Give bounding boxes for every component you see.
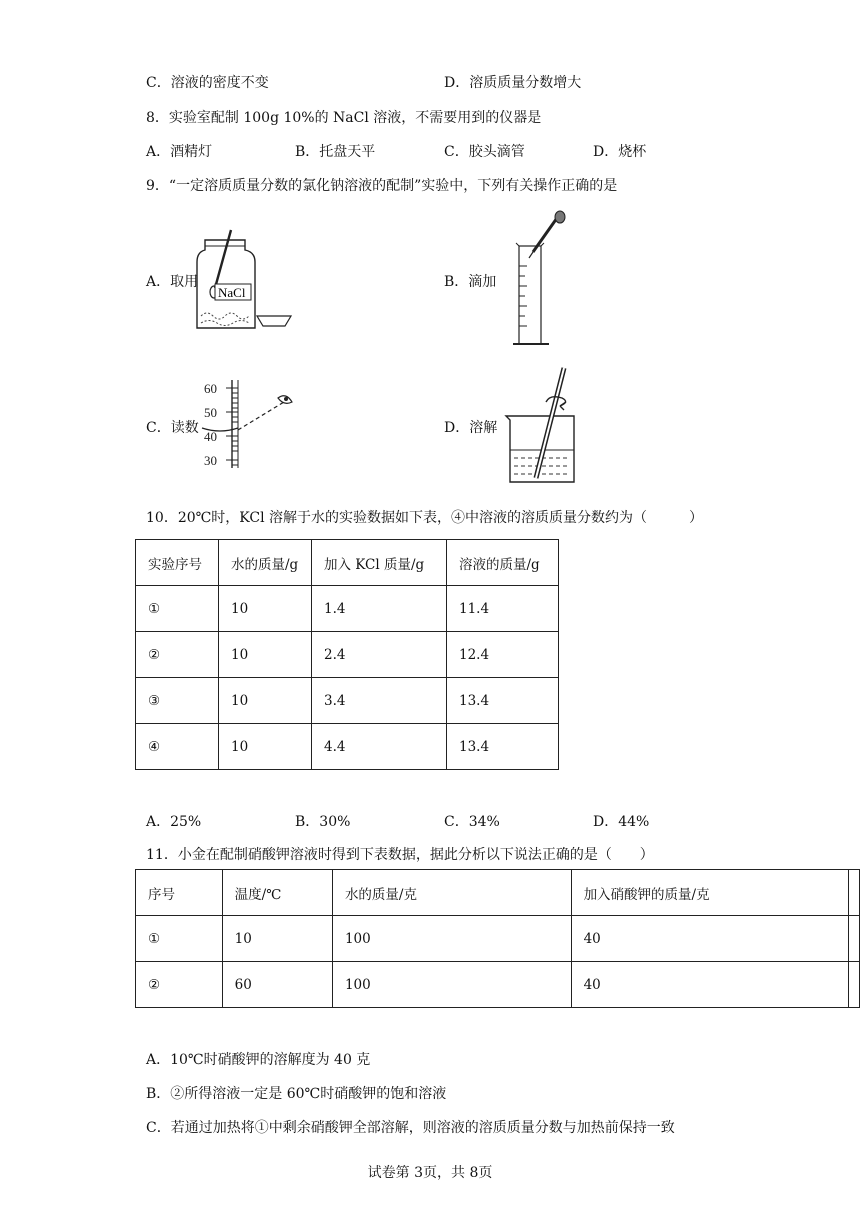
table-cell: 13.4 xyxy=(447,724,559,770)
table-header-row xyxy=(136,870,860,916)
dropper-cylinder-figure xyxy=(505,210,575,350)
q9-option-b-label: B．滴加 xyxy=(444,274,497,290)
q11-table xyxy=(135,869,860,1008)
table-cell: 40 xyxy=(571,962,849,1008)
table-cell: 10 xyxy=(219,724,312,770)
q11-option-c: C．若通过加热将①中剩余硝酸钾全部溶解，则溶液的溶质质量分数与加热前保持一致 xyxy=(146,1120,675,1136)
table-cell: 12.4 xyxy=(447,632,559,678)
table-cell: 100 xyxy=(332,962,571,1008)
q10-option-d: D．44% xyxy=(593,814,650,830)
table-cell: 100 xyxy=(332,916,571,962)
q10-table xyxy=(135,539,559,770)
table-cell-partial xyxy=(849,916,860,962)
table-cell: ① xyxy=(136,586,219,632)
scale-tick-30: 30 xyxy=(204,453,217,468)
table-header-row xyxy=(136,540,559,586)
table-header-cell: 水的质量/克 xyxy=(332,870,571,916)
table-header-cell: 序号 xyxy=(136,870,223,916)
scale-tick-40: 40 xyxy=(204,429,217,444)
table-cell: 40 xyxy=(571,916,849,962)
table-header-cell: 水的质量/g xyxy=(219,540,312,586)
table-header-cell-partial xyxy=(849,870,860,916)
reading-scale-figure xyxy=(198,378,298,472)
table-cell: ② xyxy=(136,632,219,678)
table-header-cell: 加入硝酸钾的质量/克 xyxy=(571,870,849,916)
table-header-cell: 温度/℃ xyxy=(222,870,332,916)
table-row xyxy=(136,678,559,724)
table-cell: 10 xyxy=(219,632,312,678)
q11-option-a: A．10℃时硝酸钾的溶解度为 40 克 xyxy=(146,1052,371,1068)
table-row xyxy=(136,724,559,770)
table-row xyxy=(136,586,559,632)
table-cell: ② xyxy=(136,962,223,1008)
table-cell: 11.4 xyxy=(447,586,559,632)
table-row xyxy=(136,916,860,962)
q9-option-a-label: A．取用 xyxy=(146,274,199,290)
q9-stem: 9．“一定溶质质量分数的氯化钠溶液的配制”实验中，下列有关操作正确的是 xyxy=(146,178,618,194)
q11-stem: 11．小金在配制硝酸钾溶液时得到下表数据，据此分析以下说法正确的是（ ） xyxy=(146,847,654,863)
q7-option-c: C．溶液的密度不变 xyxy=(146,75,269,91)
table-cell: 60 xyxy=(222,962,332,1008)
table-cell: 4.4 xyxy=(312,724,447,770)
table-cell: 10 xyxy=(222,916,332,962)
table-cell: 1.4 xyxy=(312,586,447,632)
page-footer: 试卷第 3页，共 8页 xyxy=(367,1165,493,1181)
table-header-cell: 加入 KCl 质量/g xyxy=(312,540,447,586)
q9-option-d-label: D．溶解 xyxy=(444,420,498,436)
q8-stem: 8．实验室配制 100g 10%的 NaCl 溶液，不需要用到的仪器是 xyxy=(146,110,542,126)
table-cell: ① xyxy=(136,916,223,962)
table-header-cell: 实验序号 xyxy=(136,540,219,586)
table-cell: ③ xyxy=(136,678,219,724)
table-cell: 2.4 xyxy=(312,632,447,678)
q10-option-b: B．30% xyxy=(295,814,351,830)
q7-option-d: D．溶质质量分数增大 xyxy=(444,75,582,91)
scale-tick-50: 50 xyxy=(204,405,217,420)
table-row xyxy=(136,962,860,1008)
q8-option-a: A．酒精灯 xyxy=(146,144,213,160)
table-cell: 10 xyxy=(219,678,312,724)
table-row xyxy=(136,632,559,678)
q11-option-b: B．②所得溶液一定是 60℃时硝酸钾的饱和溶液 xyxy=(146,1086,447,1102)
table-cell: 13.4 xyxy=(447,678,559,724)
q9-option-c-label: C．读数 xyxy=(146,420,199,436)
scale-tick-60: 60 xyxy=(204,381,217,396)
table-cell: ④ xyxy=(136,724,219,770)
jar-label: NaCl xyxy=(218,285,246,300)
q10-stem: 10．20℃时，KCl 溶解于水的实验数据如下表，④中溶液的溶质质量分数约为（ ） xyxy=(146,510,704,526)
table-cell: 3.4 xyxy=(312,678,447,724)
q10-option-a: A．25% xyxy=(146,814,202,830)
q8-option-c: C．胶头滴管 xyxy=(444,144,525,160)
table-header-cell: 溶液的质量/g xyxy=(447,540,559,586)
q8-option-b: B．托盘天平 xyxy=(295,144,376,160)
reagent-jar-figure xyxy=(195,228,305,333)
q10-option-c: C．34% xyxy=(444,814,500,830)
beaker-stirring-figure xyxy=(500,364,590,488)
table-cell: 10 xyxy=(219,586,312,632)
q8-option-d: D．烧杯 xyxy=(593,144,647,160)
table-cell-partial xyxy=(849,962,860,1008)
